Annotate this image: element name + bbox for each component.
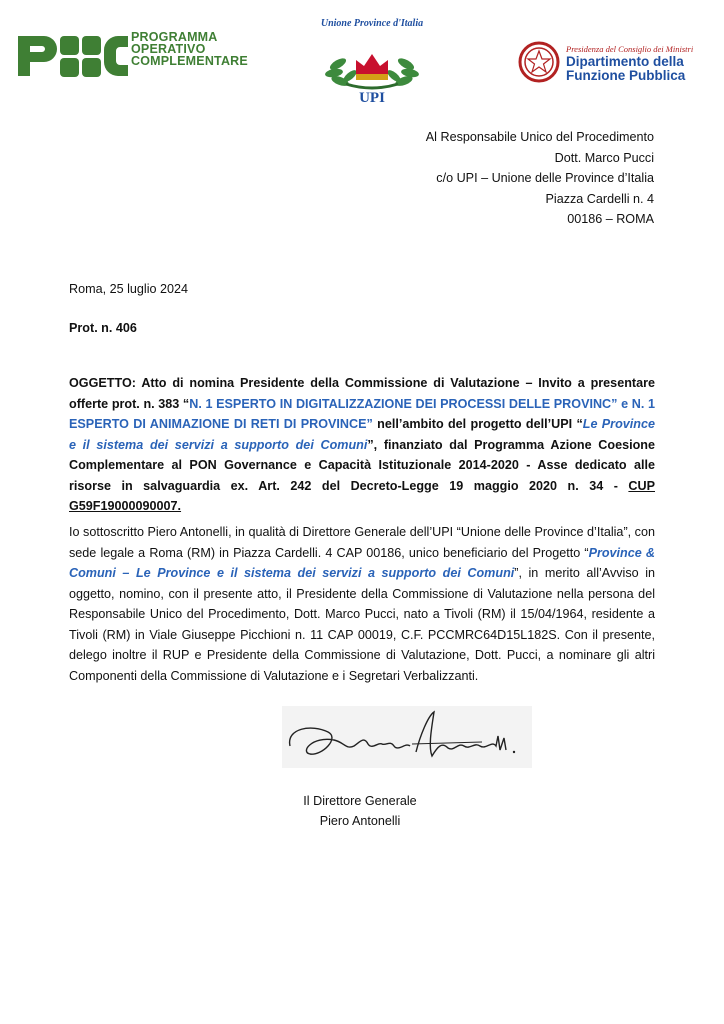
recipient-line: Al Responsabile Unico del Procedimento (425, 130, 654, 144)
recipient-line: Piazza Cardelli n. 4 (545, 191, 654, 206)
signatory-name: Piero Antonelli (319, 814, 401, 828)
upi-label: UPI (359, 90, 385, 106)
dfp-title-line2: Funzione Pubblica (566, 68, 686, 83)
subject-position-titles: N. 1 ESPERTO IN DIGITALIZZAZIONE DEI PROCESSI DELLE PROVINC” e N. 1 ESPERTO DI ANIMAZIONE DI RETI DI PROVINCE” (69, 396, 655, 431)
body-paragraph: Io sottoscritto Piero Antonelli, in qualità di Direttore Generale dell’UPI “Unione delle Province d’Italia”, con sede legale a Roma (RM) in Piazza Cardelli. 4 CAP 00186, unico beneficiario del Progetto “Province & Comuni – Le Province e il sistema dei servizi a supporto dei Comuni”, in merito all’Avviso in oggetto, nomino, con il presente atto, il Presidente della Commissione di Valutazione nella persona del Responsabile Unico del Procedimento, Dott. Marco Pucci, nato a Tivoli (RM) il 15/04/1964, residente a Tivoli (RM) in Viale Giuseppe Picchioni n. 11 CAP 00019, C.F. PCCMRC64D15L182S. Con il presente, delego inoltre il RUP e Presidente della Commissione di Valutazione, Dott. Pucci, a nominare gli altri Componenti della Commissione di Valutazione e i Segretari Verbalizzanti. (69, 525, 655, 683)
recipient-line: c/o UPI – Unione delle Province d’Italia (436, 171, 654, 185)
recipient-line: 00186 – ROMA (567, 212, 654, 226)
project-title: Province & Comuni – Le Province e il sistema dei servizi a supporto dei Comuni (69, 545, 655, 580)
subject-paragraph: OGGETTO: Atto di nomina Presidente della Commissione di Valutazione – Invito a presentare offerte prot. n. 383 “N. 1 ESPERTO IN DIGITALIZZAZIONE DEI PROCESSI DELLE PROVINC” e N. 1 ESPERTO DI ANIMAZIONE DI RETI DI PROVINCE” nell’ambito del progetto dell’UPI “Le Province e il sistema dei servizi a supporto dei Comuni”, finanziato dal Programma Azione Coesione Complementare al PON Governance e Capacità Istituzionale 2014-2020 - Asse dedicato alle risorse in salvaguardia ex. Art. 242 del Decreto-Legge 19 maggio 2020 n. 34 - CUP G59F19000090007. (69, 376, 655, 513)
dfp-title-line1: Dipartimento della (566, 54, 684, 69)
subject-project-name: Le Province e il sistema dei servizi a supporto dei Comuni (69, 417, 655, 452)
poc-logo-text: PROGRAMMA OPERATIVO COMPLEMENTARE (131, 30, 248, 68)
signatory-title: Il Direttore Generale (303, 794, 417, 808)
recipient-line: Dott. Marco Pucci (554, 150, 654, 165)
dfp-presidenza-text: Presidenza del Consiglio dei Ministri (566, 44, 694, 54)
cup-code: CUP G59F19000090007. (69, 478, 655, 513)
handwritten-signature (282, 706, 532, 768)
italian-republic-emblem-icon (517, 40, 561, 84)
letter-date: Roma, 25 luglio 2024 (69, 282, 189, 296)
protocol-number: Prot. n. 406 (69, 321, 137, 335)
recipient-address (426, 127, 654, 230)
upi-arc-title: Unione Province d'Italia (320, 18, 424, 29)
